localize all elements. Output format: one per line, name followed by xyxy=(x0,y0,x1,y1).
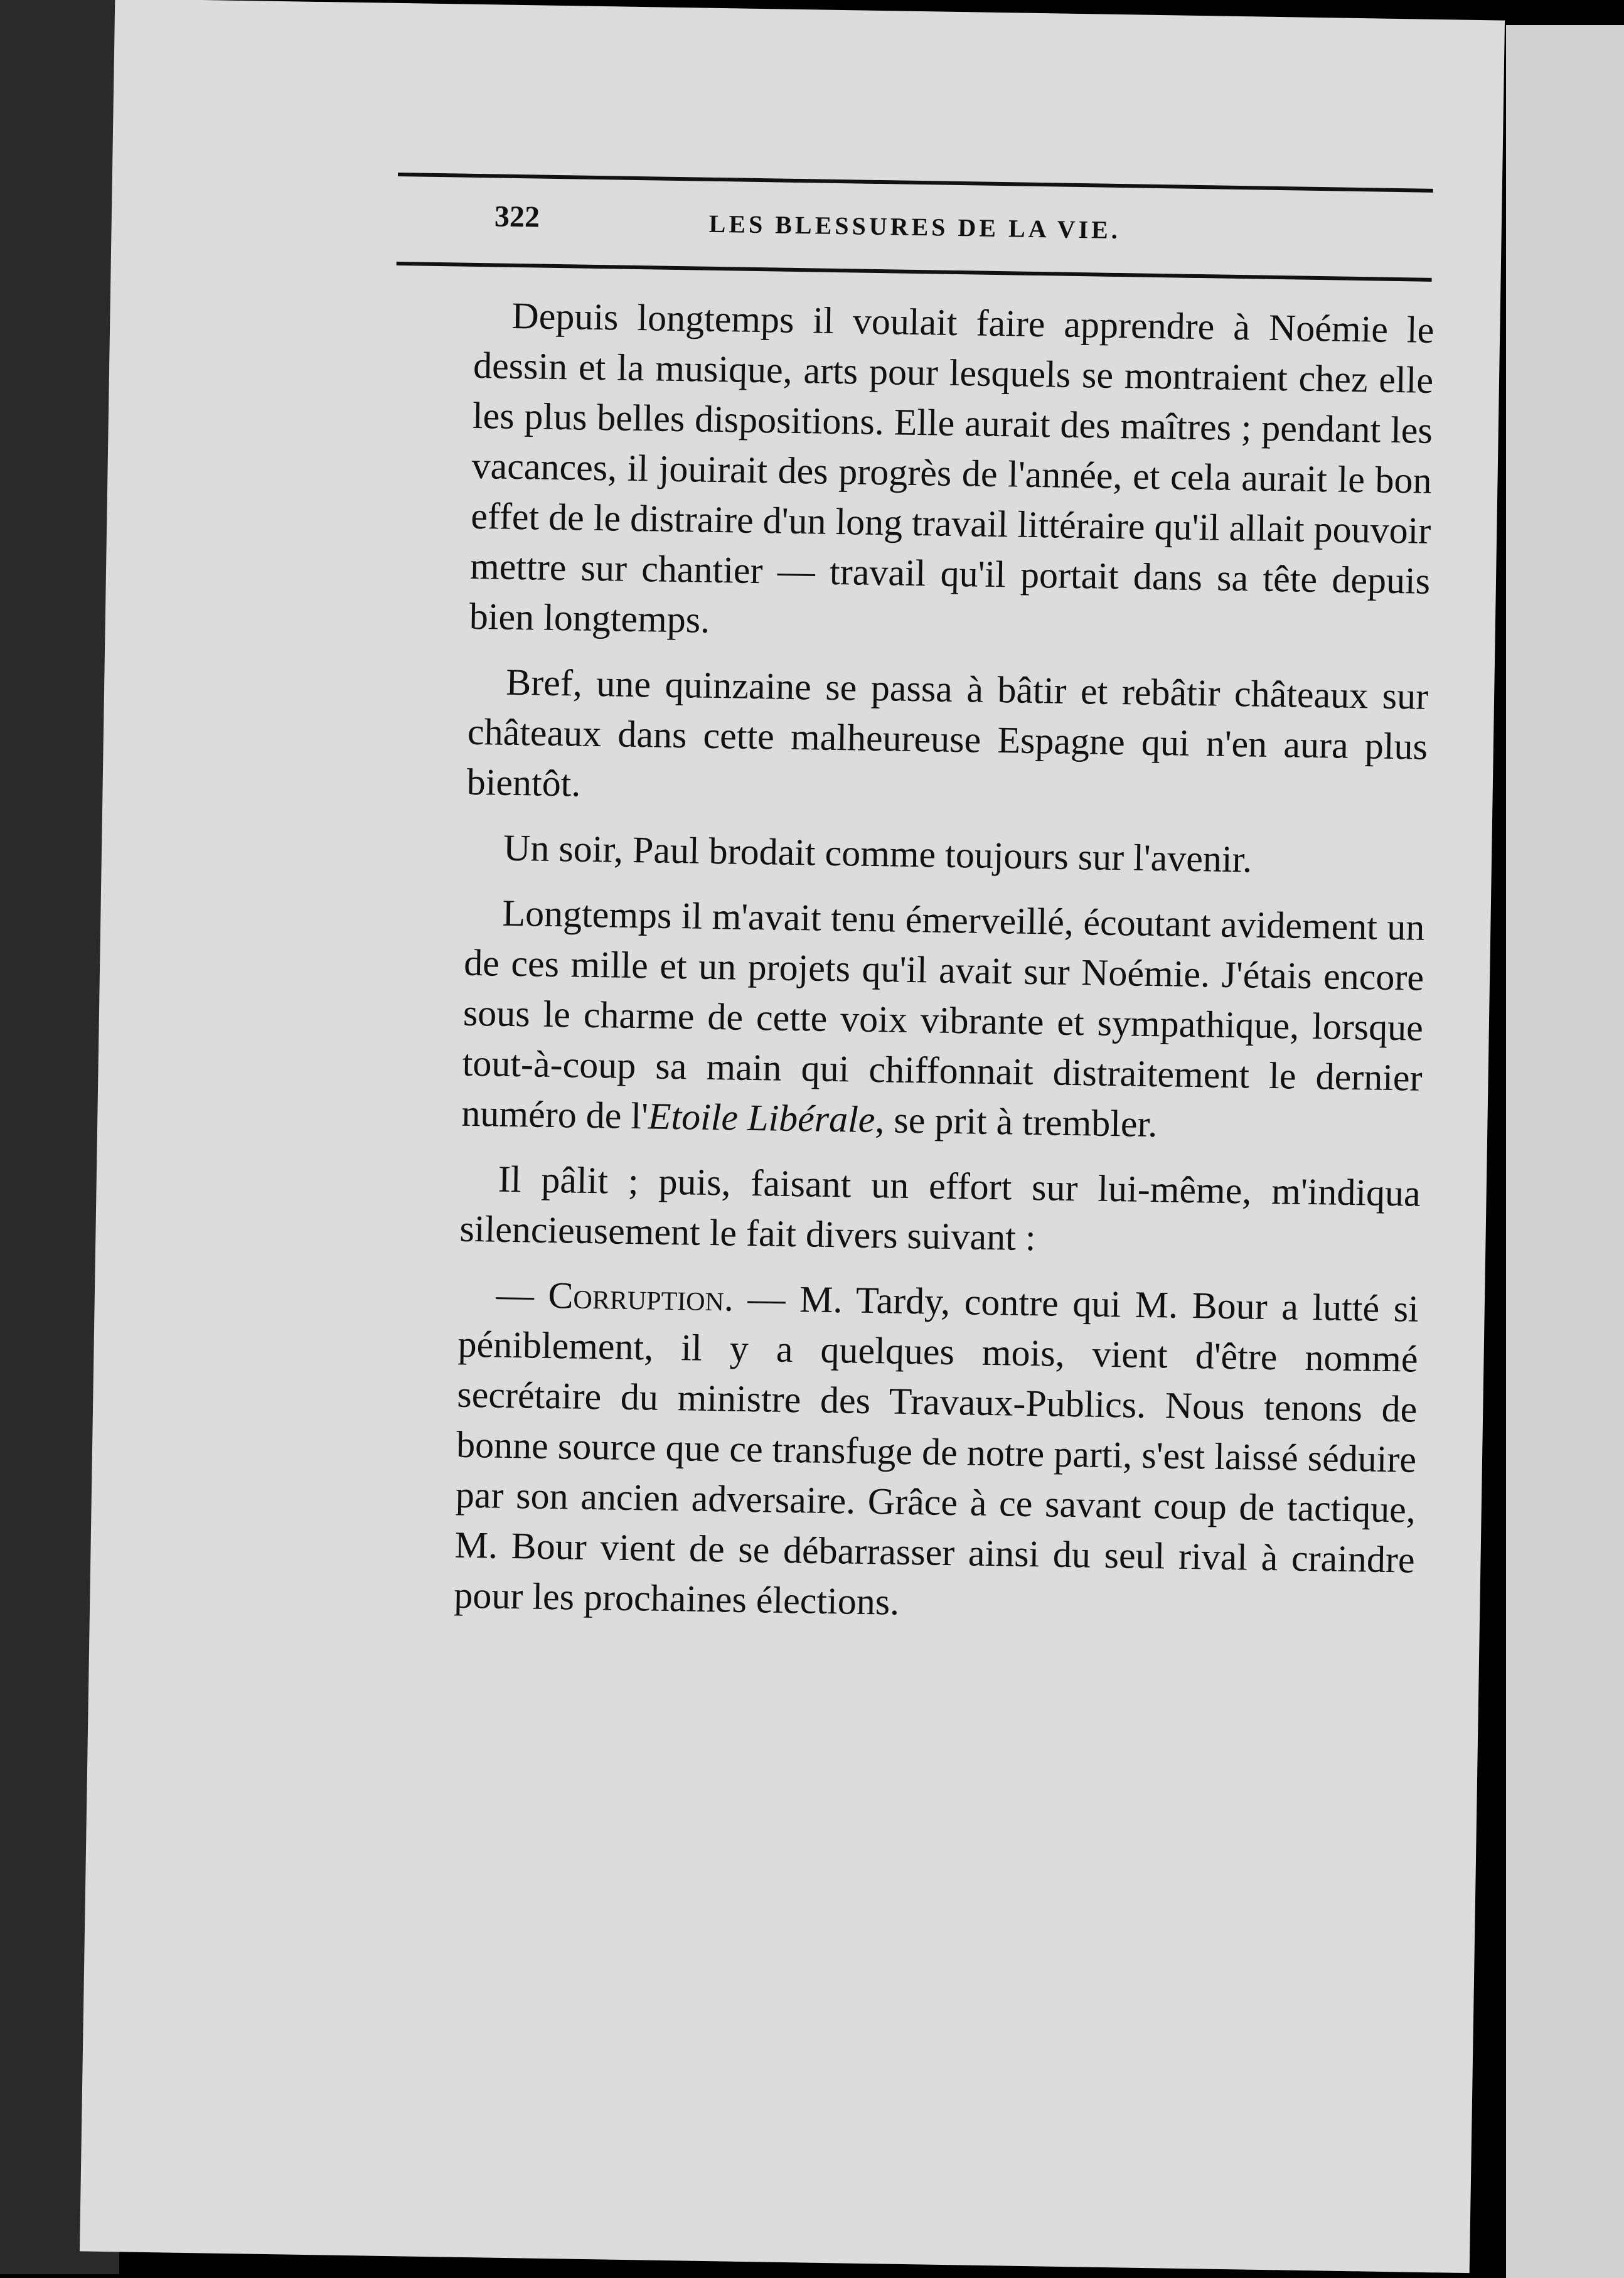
page-header xyxy=(397,198,1433,264)
paragraph: Bref, une quinzaine se passa à bâtir et rebâtir châteaux sur châteaux dans cette malheureuse Espagne qui n'en aura plus bientôt. xyxy=(466,661,1429,805)
header-bottom-rule xyxy=(397,262,1432,282)
page-body xyxy=(453,290,1434,1650)
paragraph: Il pâlit ; puis, faisant un effort sur lui-même, m'indiqua silencieusement le fait divers suivant : xyxy=(459,1158,1421,1259)
paragraph xyxy=(461,887,1425,1153)
page-number: 322 xyxy=(494,200,540,234)
newspaper-title: Etoile Libérale xyxy=(648,1095,875,1141)
paragraph-text: , se prit à trembler. xyxy=(874,1099,1158,1145)
facing-page-edge xyxy=(1506,25,1624,2278)
paragraph: Depuis longtemps il voulait faire apprendre à Noémie le dessin et la musique, arts pour lesquels se montraient chez elle les plus belles dispositions. Elle aurait des maîtres ; pendant les vacances, il jouirait des progrès de l'année, et cela aurait le bon effet de le distraire d'un long travail littéraire qu'il allait pouvoir mettre sur chantier — travail qu'il portait dans sa tête depuis bien longtemps. xyxy=(469,294,1434,641)
paragraph-text: Longtemps il m'avait tenu émerveillé, écoutant avidement un de ces mille et un projets qu'il avait sur Noémie. J'étais encore sous le charme de cette voix vibrante et sympathique, lorsque tout-à-coup sa main qui chiffonnait distraitement le dernier numéro de l' xyxy=(461,892,1425,1137)
header-top-rule xyxy=(398,173,1433,193)
paragraph-text: — M. Tardy, contre qui M. Bour a lutté si péniblement, il y a quelques mois, vient d'être nommé secrétaire du ministre des Travaux-Publics. Nous tenons de bonne source que ce transfuge de notre parti, s'est laissé séduire par son ancien adversaire. Grâce à ce savant coup de tactique, M. Bour vient de se débarrasser ainsi du seul rival à craindre pour les prochaines élections. xyxy=(453,1277,1419,1623)
running-title: LES BLESSURES DE LA VIE. xyxy=(708,209,1121,245)
em-dash: — xyxy=(496,1273,549,1316)
book-page xyxy=(80,0,1505,2273)
news-item-heading: Corruption. xyxy=(548,1274,734,1319)
paragraph xyxy=(454,1269,1419,1635)
paragraph: Un soir, Paul brodait comme toujours sur l'avenir. xyxy=(503,826,1253,880)
